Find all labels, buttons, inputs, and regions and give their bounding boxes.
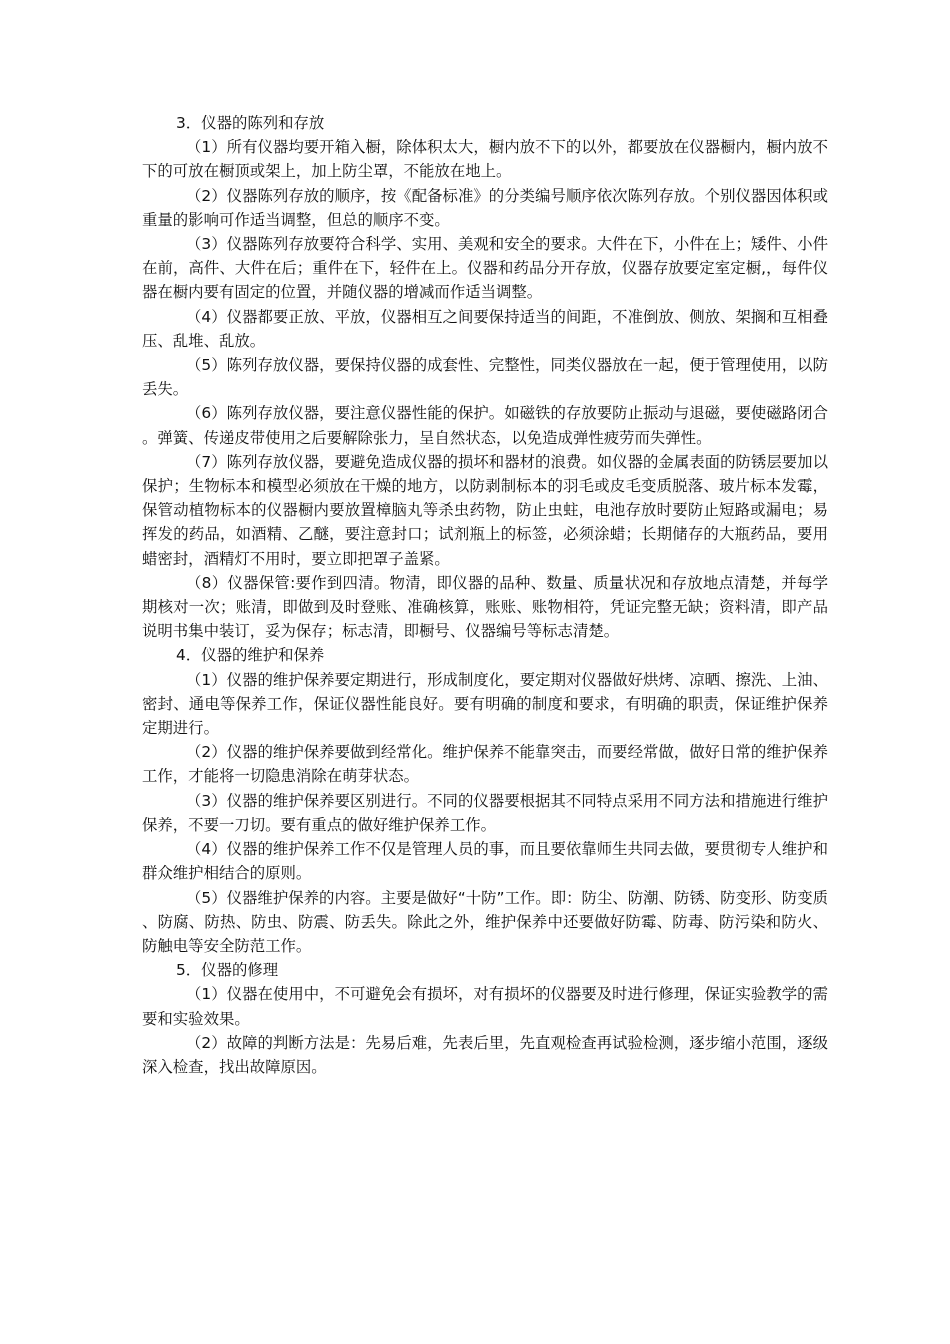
paragraph-3-4: （4）仪器都要正放、平放，仪器相互之间要保持适当的间距，不准倒放、侧放、架搁和互相叠压、乱堆、乱放。 xyxy=(142,307,828,350)
paragraph-4-1: （1）仪器的维护保养要定期进行，形成制度化，要定期对仪器做好烘烤、凉晒、擦洗、上油、密封、通电等保养工作，保证仪器性能良好。要有明确的制度和要求，有明确的职责，保证维护保养定期进行。 xyxy=(142,670,828,738)
paragraph-3-8: （8）仪器保管:要作到四清。物清，即仪器的品种、数量、质量状况和存放地点清楚，并每学期核对一次；账清，即做到及时登账、准确核算，账账、账物相符，凭证完整无缺；资料清，即产品说明书集中装订，妥为保存；标志清，即橱号、仪器编号等标志清楚。 xyxy=(142,573,828,641)
paragraph-4-5: （5）仪器维护保养的内容。主要是做好“十防”工作。即：防尘、防潮、防锈、防变形、防变质、防腐、防热、防虫、防震、防丢失。除此之外，维护保养中还要做好防霉、防毒、防污染和防火、防触电等安全防范工作。 xyxy=(142,888,828,955)
paragraph-3-5: （5）陈列存放仪器，要保持仪器的成套性、完整性，同类仪器放在一起，便于管理使用，以防丢失。 xyxy=(142,356,828,399)
paragraph-4-2: （2）仪器的维护保养要做到经常化。维护保养不能靠突击，而要经常做，做好日常的维护保养工作，才能将一切隐患消除在萌芽状态。 xyxy=(142,743,828,786)
document-body xyxy=(142,111,828,1079)
paragraph-5-1: （1）仪器在使用中，不可避免会有损坏，对有损坏的仪器要及时进行修理，保证实验教学的需要和实验效果。 xyxy=(142,985,828,1028)
paragraph-3-1: （1）所有仪器均要开箱入橱，除体积太大，橱内放不下的以外，都要放在仪器橱内，橱内放不下的可放在橱顶或架上，加上防尘罩，不能放在地上。 xyxy=(142,138,828,181)
paragraph-4-4: （4）仪器的维护保养工作不仅是管理人员的事，而且要依靠师生共同去做，要贯彻专人维护和群众维护相结合的原则。 xyxy=(142,840,828,883)
paragraph-3-6: （6）陈列存放仪器，要注意仪器性能的保护。如磁铁的存放要防止振动与退磁，要使磁路闭合。弹簧、传递皮带使用之后要解除张力，呈自然状态，以免造成弹性疲劳而失弹性。 xyxy=(142,404,828,447)
paragraph-3-7: （7）陈列存放仪器，要避免造成仪器的损坏和器材的浪费。如仪器的金属表面的防锈层要加以保护；生物标本和模型必须放在干燥的地方，以防剥制标本的羽毛或皮毛变质脱落、玻片标本发霉，保管动植物标本的仪器橱内要放置樟脑丸等杀虫药物，防止虫蛀，电池存放时要防止短路或漏电；易挥发的药品，如酒精、乙醚，要注意封口；试剂瓶上的标签，必须涂蜡；长期储存的大瓶药品，要用蜡密封，酒精灯不用时，要立即把罩子盖紧。 xyxy=(142,452,828,568)
section-heading-4: 4．仪器的维护和保养 xyxy=(176,646,325,665)
section-heading-3: 3．仪器的陈列和存放 xyxy=(176,114,325,132)
paragraph-3-3: （3）仪器陈列存放要符合科学、实用、美观和安全的要求。大件在下，小件在上；矮件、小件在前，高件、大件在后；重件在下，轻件在上。仪器和药品分开存放，仪器存放要定室定橱,，每件仪器在橱内要有固定的位置，并随仪器的增减而作适当调整。 xyxy=(142,235,828,302)
paragraph-4-3: （3）仪器的维护保养要区别进行。不同的仪器要根据其不同特点采用不同方法和措施进行维护保养，不要一刀切。要有重点的做好维护保养工作。 xyxy=(142,791,828,834)
section-heading-5: 5．仪器的修理 xyxy=(176,961,279,980)
paragraph-3-2: （2）仪器陈列存放的顺序，按《配备标准》的分类编号顺序依次陈列存放。个别仪器因体积或重量的影响可作适当调整，但总的顺序不变。 xyxy=(142,186,828,229)
paragraph-5-2: （2）故障的判断方法是：先易后难，先表后里，先直观检查再试验检测，逐步缩小范围，逐级深入检查，找出故障原因。 xyxy=(142,1033,828,1076)
